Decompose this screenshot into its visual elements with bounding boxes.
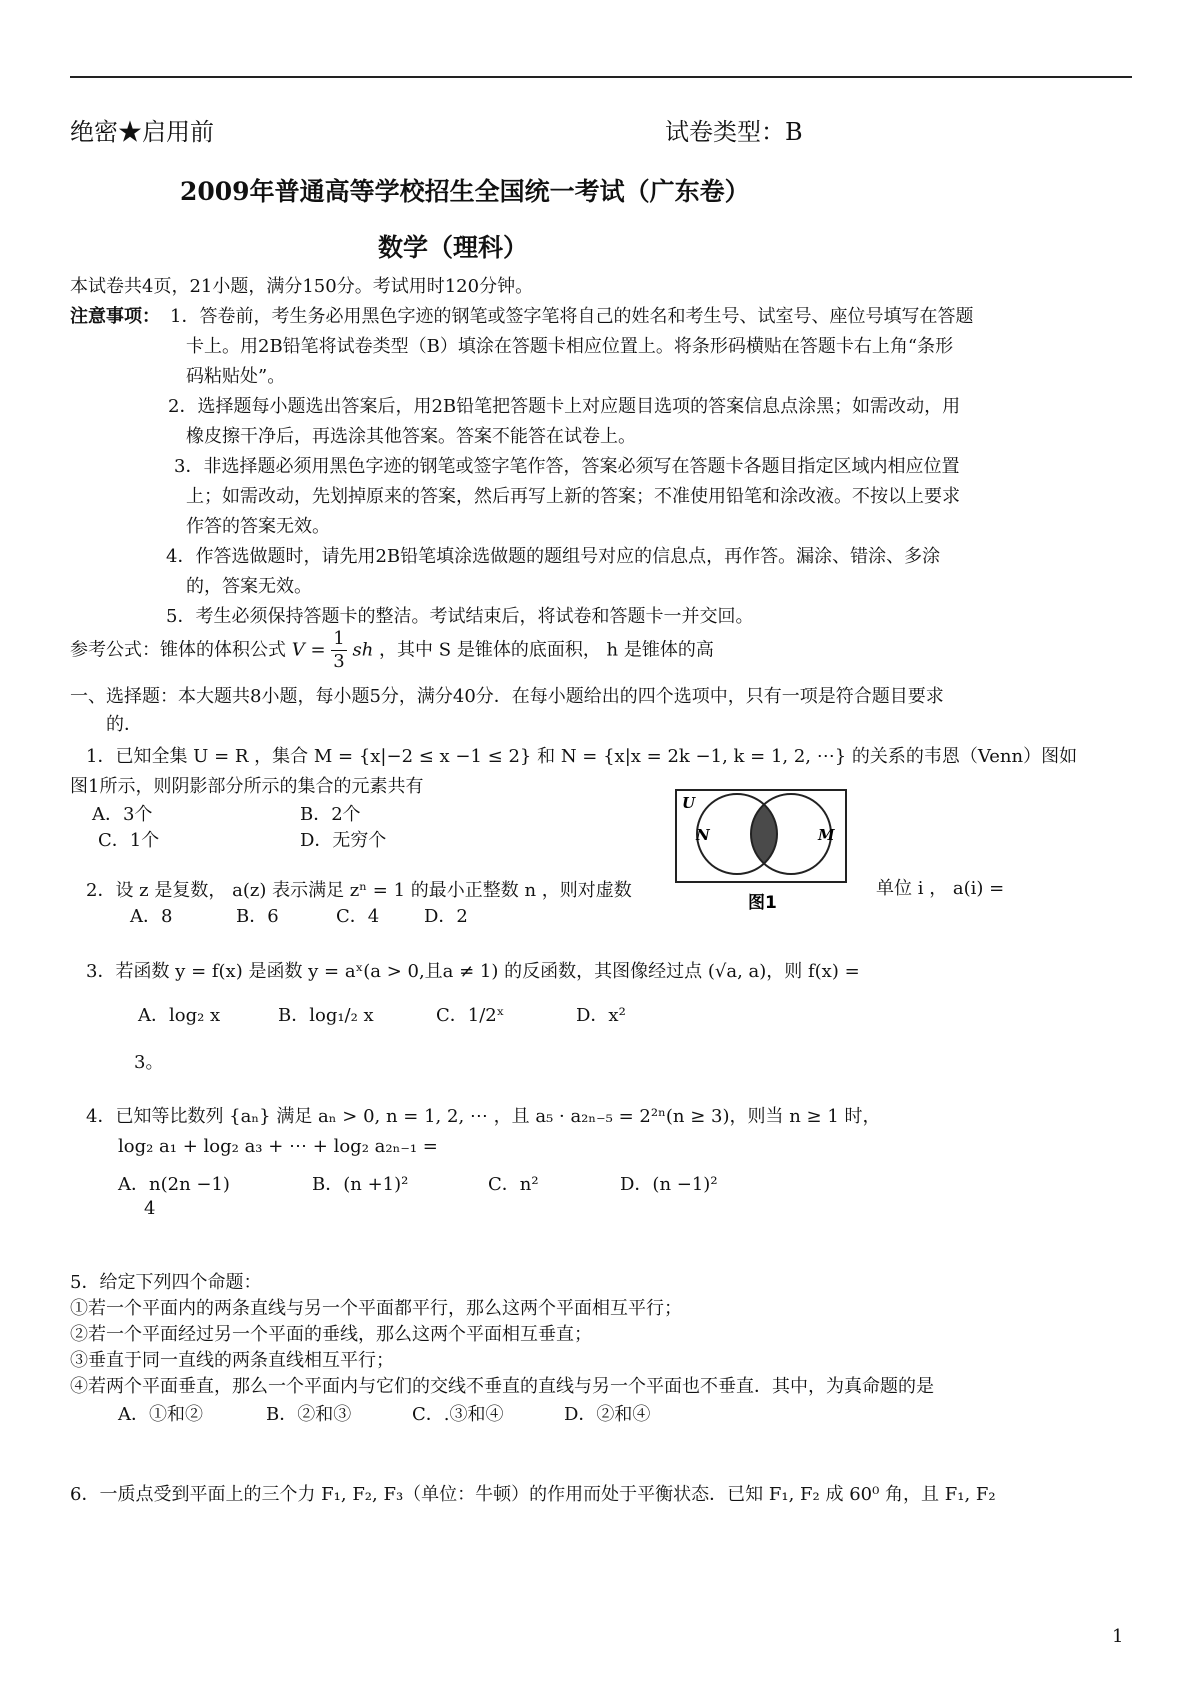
- page-number: 1: [1112, 1626, 1124, 1647]
- q4-option-a: A．n(2n −1): [118, 1174, 230, 1195]
- q4-option-c: C．n²: [488, 1174, 539, 1195]
- paper-type: 试卷类型：B: [665, 118, 803, 146]
- q1-option-c: C．1个: [98, 830, 160, 851]
- question-1-text-cont: 图1所示，则阴影部分所示的集合的元素共有: [70, 776, 424, 797]
- q3-option-d: D．x²: [576, 1005, 626, 1026]
- notice-line: 码粘贴处”。: [186, 366, 286, 387]
- section-heading-cont: 的．: [106, 714, 142, 735]
- q3-note: 3。: [134, 1052, 164, 1073]
- formula-prefix: 参考公式：锥体的体积公式: [70, 639, 286, 661]
- question-2-text-tail: 单位 i ， a(i) =: [876, 878, 1005, 899]
- header-rule: [70, 76, 1132, 78]
- q4-note: 4: [144, 1198, 156, 1219]
- q5-option-c: C．.③和④: [412, 1404, 504, 1425]
- page-title: 2009年普通高等学校招生全国统一考试（广东卷）: [180, 177, 750, 206]
- notice-line: 3．非选择题必须用黑色字迹的钢笔或签字笔作答，答案必须写在答题卡各题目指定区域内相应位置: [174, 456, 960, 477]
- fraction-numerator: 1: [333, 628, 345, 649]
- q1-option-b: B．2个: [300, 804, 361, 825]
- formula-suffix: ，其中 S 是锥体的底面积， h 是锥体的高: [379, 639, 714, 661]
- q2-option-c: C．4: [336, 906, 380, 927]
- notice-line: 1．答卷前，考生务必用黑色字迹的钢笔或签字笔将自己的姓名和考生号、试室号、座位号填写在答题: [170, 306, 974, 327]
- q5-proposition: ③垂直于同一直线的两条直线相互平行；: [70, 1350, 394, 1371]
- venn-label-n: N: [696, 826, 710, 844]
- q3-option-b: B．log₁/₂ x: [278, 1005, 374, 1026]
- question-3-text: 3．若函数 y = f(x) 是函数 y = aˣ(a > 0,且a ≠ 1) 的反函数，其图像经过点 (√a, a)，则 f(x) =: [86, 961, 860, 982]
- notice-line: 橡皮擦干净后，再选涂其他答案。答案不能答在试卷上。: [186, 426, 636, 447]
- q1-option-a: A．3个: [92, 804, 153, 825]
- q5-option-d: D．②和④: [564, 1404, 651, 1425]
- q4-option-b: B．(n +1)²: [312, 1174, 409, 1195]
- notice-line: 5．考生必须保持答题卡的整洁。考试结束后，将试卷和答题卡一并交回。: [166, 606, 754, 627]
- reference-formula: [70, 630, 714, 671]
- question-1-text: 1．已知全集 U = R ，集合 M = {x|−2 ≤ x −1 ≤ 2} 和 N = {x|x = 2k −1, k = 1, 2, ⋯} 的关系的韦恩（Venn）图如: [86, 746, 1078, 767]
- q5-option-b: B．②和③: [266, 1404, 352, 1425]
- notice-line: 2．选择题每小题选出答案后，用2B铅笔把答题卡上对应题目选项的答案信息点涂黑；如需改动，用: [168, 396, 961, 417]
- venn-label-m: M: [818, 826, 835, 844]
- question-6-text: 6．一质点受到平面上的三个力 F₁, F₂, F₃（单位：牛顿）的作用而处于平衡状态．已知 F₁, F₂ 成 60⁰ 角，且 F₁, F₂: [70, 1484, 996, 1505]
- question-2-text: 2．设 z 是复数， a(z) 表示满足 zⁿ = 1 的最小正整数 n ，则对虚数: [86, 880, 632, 901]
- question-4-expression: log₂ a₁ + log₂ a₃ + ⋯ + log₂ a₂ₙ₋₁ =: [118, 1136, 438, 1157]
- secret-label: 绝密★启用前: [70, 118, 214, 146]
- formula-lhs: V =: [291, 639, 326, 661]
- q3-option-c: C．1/2ˣ: [436, 1005, 505, 1026]
- question-5-stem: 5．给定下列四个命题：: [70, 1272, 262, 1293]
- notice-line: 的，答案无效。: [186, 576, 312, 597]
- notice-line: 4．作答选做题时，请先用2B铅笔填涂选做题的题组号对应的信息点，再作答。漏涂、错涂、多涂: [166, 546, 941, 567]
- notice-line: 卡上。用2B铅笔将试卷类型（B）填涂在答题卡相应位置上。将条形码横贴在答题卡右上角“条形: [186, 336, 954, 357]
- notice-label: 注意事项：: [70, 306, 160, 327]
- q2-option-b: B．6: [236, 906, 279, 927]
- formula-fraction: [331, 630, 346, 671]
- page-subtitle: 数学（理科）: [378, 233, 529, 262]
- q5-proposition: ①若一个平面内的两条直线与另一个平面都平行，那么这两个平面相互平行；: [70, 1298, 682, 1319]
- q2-option-d: D．2: [424, 906, 468, 927]
- venn-label-u: U: [682, 794, 696, 812]
- venn-caption: 图1: [748, 893, 777, 913]
- question-4-text: 4．已知等比数列 {aₙ} 满足 aₙ > 0, n = 1, 2, ⋯ ，且 a₅ · a₂ₙ₋₅ = 2²ⁿ(n ≥ 3)，则当 n ≥ 1 时，: [86, 1106, 881, 1127]
- notice-line: 作答的答案无效。: [186, 516, 330, 537]
- q5-option-a: A．①和②: [118, 1404, 203, 1425]
- q3-option-a: A．log₂ x: [138, 1005, 221, 1026]
- intro-text: 本试卷共4页，21小题，满分150分。考试用时120分钟。: [70, 276, 534, 297]
- section-heading: 一、选择题：本大题共8小题，每小题5分，满分40分．在每小题给出的四个选项中，只有一项是符合题目要求: [70, 686, 944, 707]
- q5-proposition: ②若一个平面经过另一个平面的垂线，那么这两个平面相互垂直；: [70, 1324, 592, 1345]
- notice-line: 上；如需改动，先划掉原来的答案，然后再写上新的答案；不准使用铅笔和涂改液。不按以上要求: [186, 486, 960, 507]
- q4-option-d: D．(n −1)²: [620, 1174, 718, 1195]
- fraction-denominator: 3: [333, 651, 345, 672]
- formula-rhs: sh: [352, 639, 374, 661]
- q5-proposition: ④若两个平面垂直，那么一个平面内与它们的交线不垂直的直线与另一个平面也不垂直．其中，为真命题的是: [70, 1376, 934, 1397]
- q1-option-d: D．无穷个: [300, 830, 387, 851]
- q2-option-a: A．8: [130, 906, 173, 927]
- venn-diagram: [668, 786, 852, 916]
